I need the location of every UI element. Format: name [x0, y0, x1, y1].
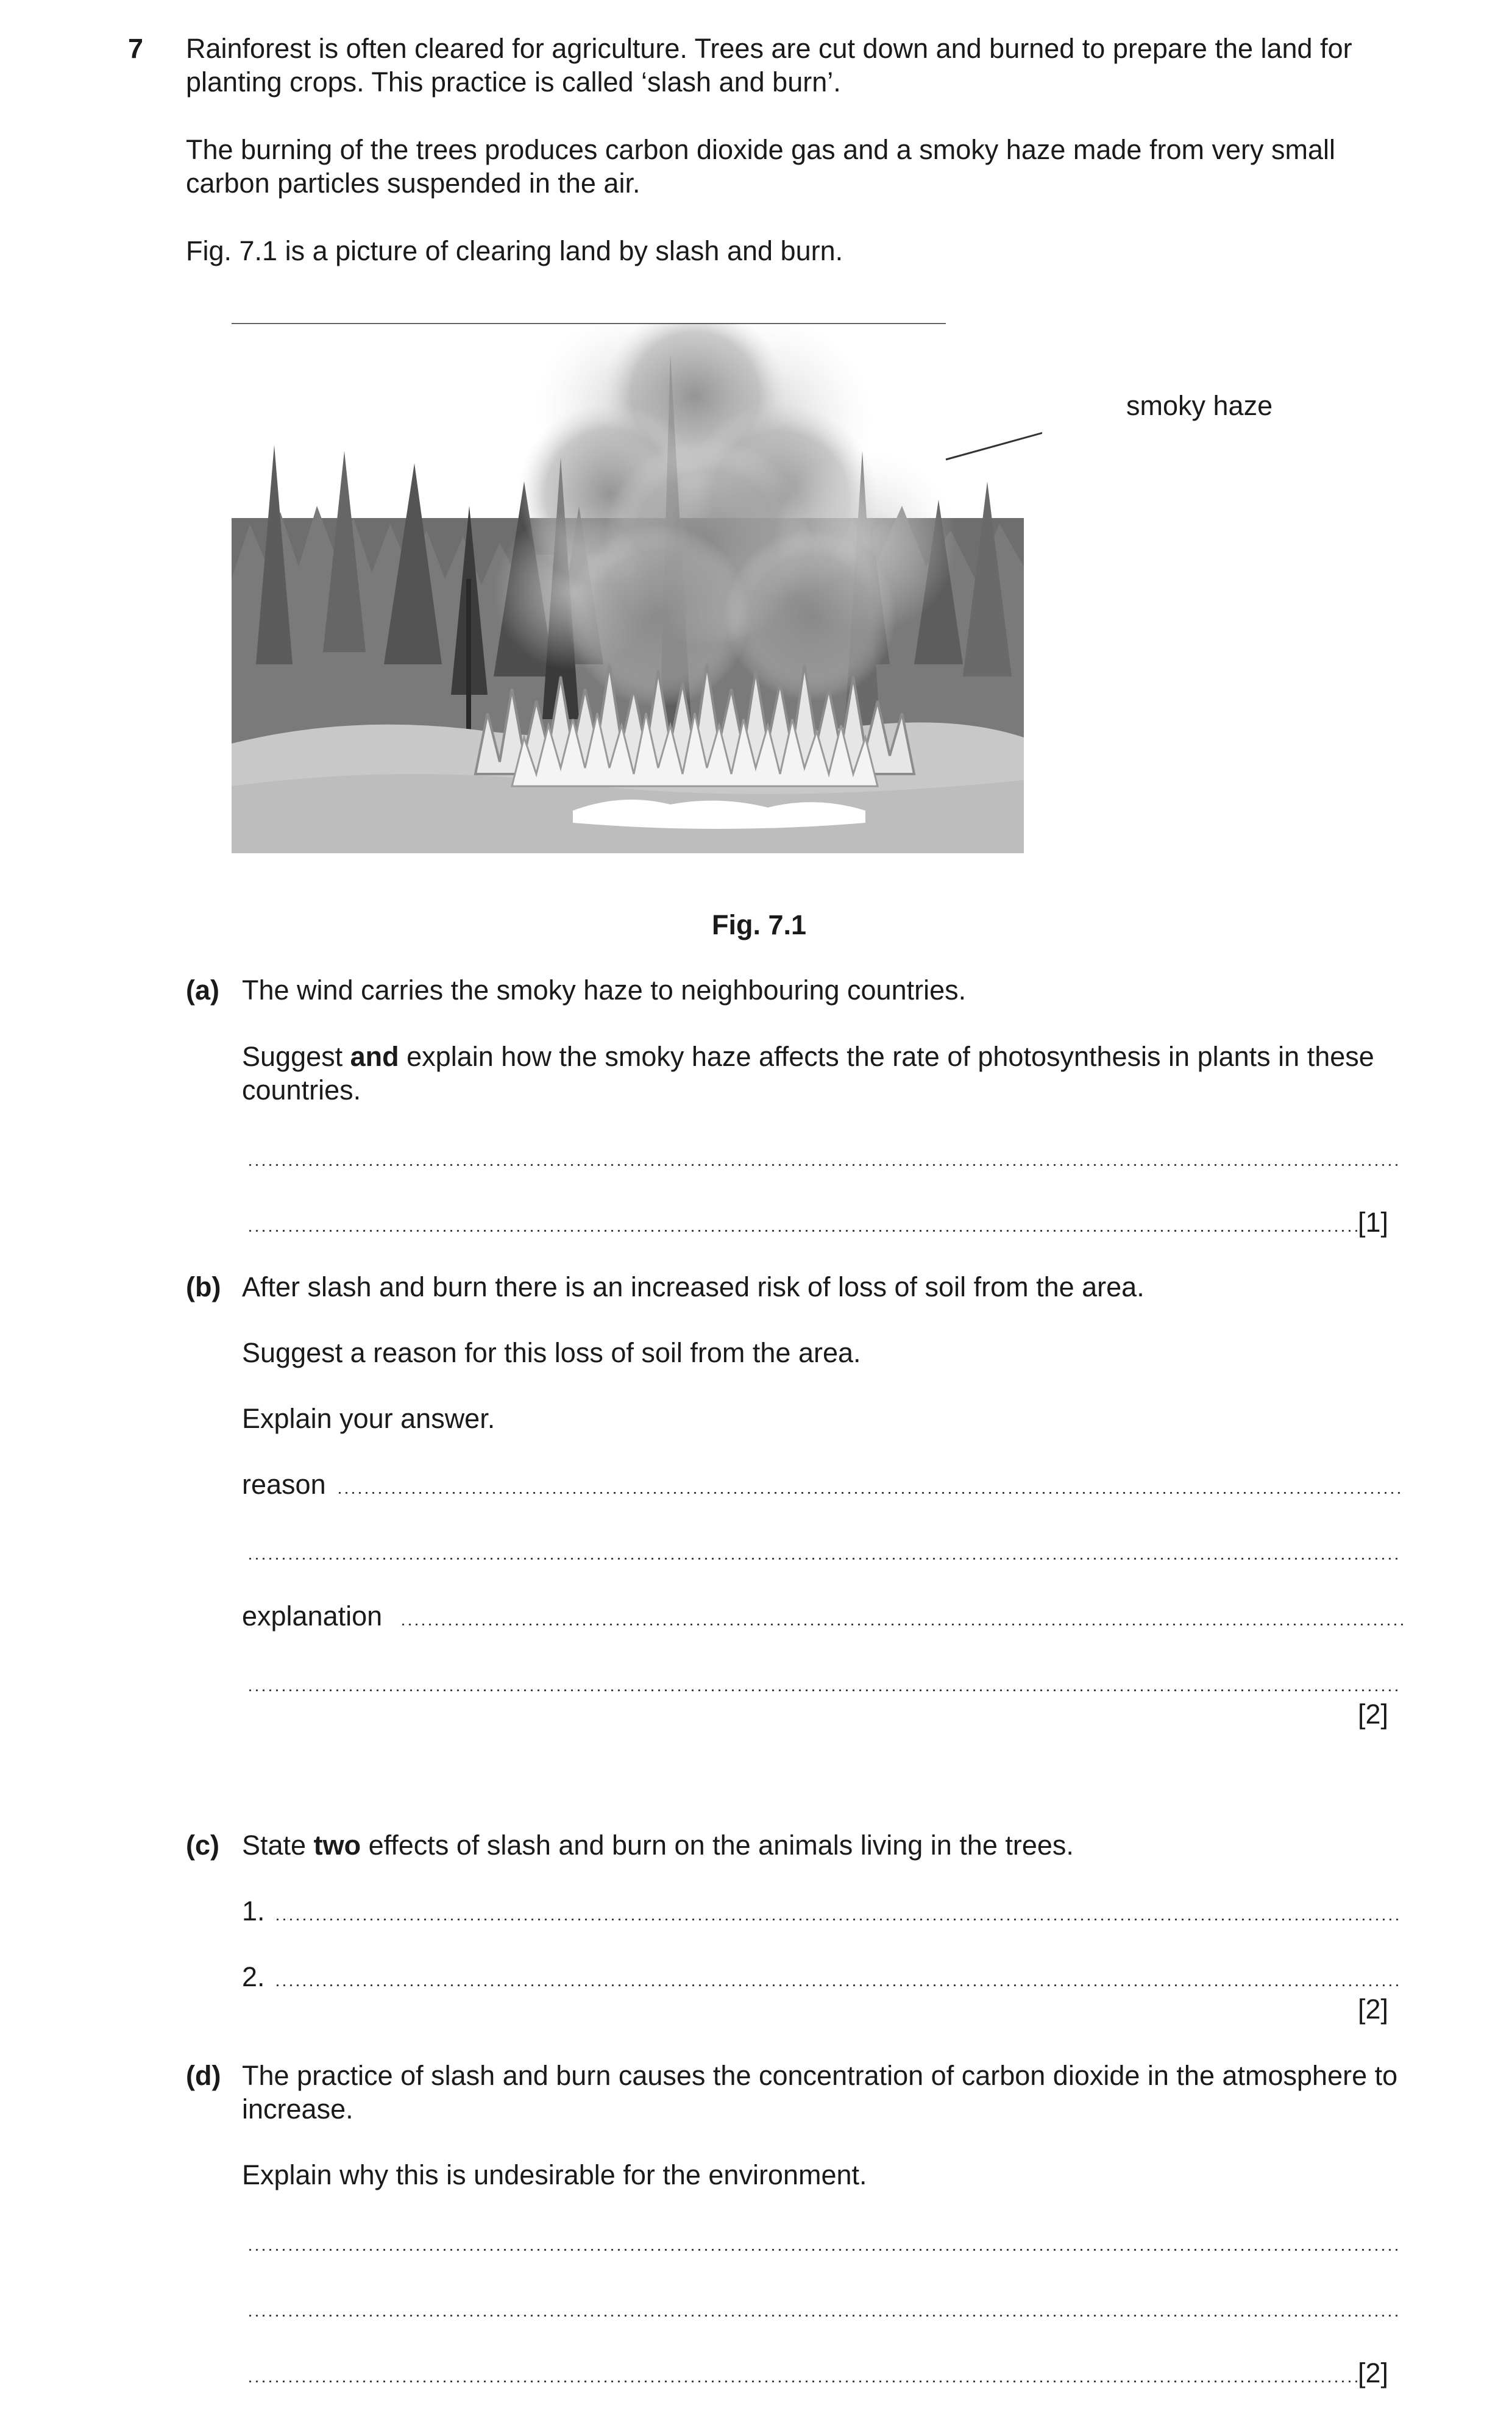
part-c-stem — [242, 1828, 1074, 1862]
part-c-stem-bold: two — [313, 1830, 361, 1861]
part-d-label: (d) — [186, 2060, 221, 2091]
part-c-item-1-number: 1. — [242, 1895, 265, 1927]
answer-line-d2[interactable] — [247, 2290, 1402, 2324]
answer-line-reason-1[interactable] — [336, 1468, 1403, 1501]
answer-line-explanation-1[interactable] — [400, 1599, 1403, 1633]
figure-caption: Fig. 7.1 — [712, 909, 807, 940]
part-a-instruction — [242, 1040, 1403, 1107]
answer-line-a2[interactable] — [247, 1206, 1357, 1239]
intro-paragraph-3: Fig. 7.1 is a picture of clearing land by slash and burn. — [186, 235, 843, 266]
part-c-item-2-number: 2. — [242, 1961, 265, 1992]
answer-line-a1[interactable] — [247, 1140, 1402, 1173]
answer-line-d1[interactable] — [247, 2225, 1402, 2258]
intro-paragraph-1: Rainforest is often cleared for agriculture. Trees are cut down and burned to prepare the land for planting crops. This practice is called ‘slash and burn’. — [186, 33, 1352, 98]
reason-label: reason — [242, 1469, 326, 1500]
part-a-instruction-bold: and — [350, 1041, 399, 1072]
smoky-haze-label: smoky haze — [1126, 390, 1273, 421]
question-number: 7 — [128, 33, 144, 64]
part-a-stem: The wind carries the smoky haze to neighbouring countries. — [242, 975, 967, 1006]
answer-line-c2[interactable] — [274, 1960, 1403, 1994]
part-a-instruction-post: explain how the smoky haze affects the rate of photosynthesis in plants in these countries. — [242, 1041, 1374, 1106]
part-b-label: (b) — [186, 1271, 221, 1302]
part-d-mark: [2] — [1358, 2357, 1389, 2388]
explanation-label: explanation — [242, 1600, 383, 1632]
part-c-stem-pre: State — [242, 1830, 314, 1861]
part-c-mark: [2] — [1358, 1994, 1389, 2025]
part-c-stem-post: effects of slash and burn on the animals living in the trees. — [361, 1830, 1074, 1861]
answer-line-reason-2[interactable] — [247, 1533, 1402, 1567]
part-a-label: (a) — [186, 975, 219, 1006]
part-c-label: (c) — [186, 1830, 219, 1861]
answer-line-d3[interactable] — [247, 2356, 1357, 2390]
part-d-instruction: Explain why this is undesirable for the environment. — [242, 2159, 867, 2190]
part-b-instruction-2: Explain your answer. — [242, 1403, 495, 1434]
part-a-mark: [1] — [1358, 1207, 1389, 1238]
part-b-mark: [2] — [1358, 1699, 1389, 1730]
part-b-instruction-1: Suggest a reason for this loss of soil from the area. — [242, 1337, 861, 1368]
part-b-stem: After slash and burn there is an increased risk of loss of soil from the area. — [242, 1271, 1145, 1302]
part-d-stem: The practice of slash and burn causes the concentration of carbon dioxide in the atmosphere to increase. — [242, 2060, 1398, 2125]
intro-paragraph-2: The burning of the trees produces carbon dioxide gas and a smoky haze made from very small carbon particles suspended in the air. — [186, 134, 1335, 199]
slash-and-burn-illustration — [232, 323, 1042, 853]
answer-line-explanation-2[interactable] — [247, 1665, 1402, 1699]
part-a-instruction-pre: Suggest — [242, 1041, 350, 1072]
answer-line-c1[interactable] — [274, 1894, 1403, 1928]
smoky-haze-leader-line — [946, 414, 1042, 460]
